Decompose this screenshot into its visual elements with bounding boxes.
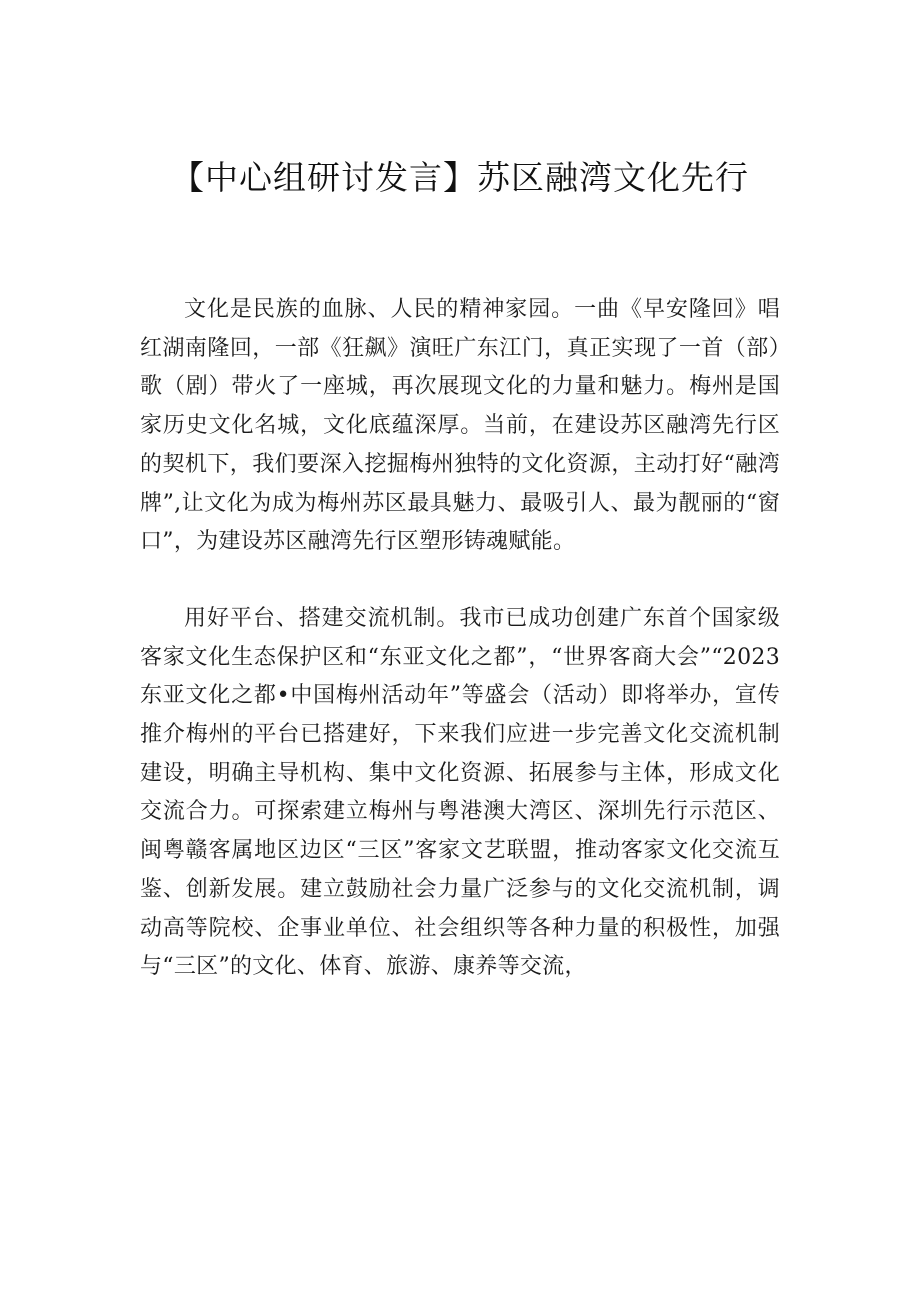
document-body [140, 291, 780, 987]
paragraph-platform: 用好平台、搭建交流机制。我市已成功创建广东首个国家级客家文化生态保护区和“东亚文化之都”，“世界客商大会”“2023东亚文化之都•中国梅州活动年”等盛会（活动）即将举办，宣传推介梅州的平台已搭建好，下来我们应进一步完善文化交流机制建设，明确主导机构、集中文化资源、拓展参与主体，形成文化交流合力。可探索建立梅州与粤港澳大湾区、深圳先行示范区、闽粤赣客属地区边区“三区”客家文艺联盟，推动客家文化交流互鉴、创新发展。建立鼓励社会力量广泛参与的文化交流机制，调动高等院校、企事业单位、社会组织等各种力量的积极性，加强与“三区”的文化、体育、旅游、康养等交流， [140, 605, 780, 980]
paragraph-intro: 文化是民族的血脉、人民的精神家园。一曲《早安隆回》唱红湖南隆回，一部《狂飙》演旺广东江门，真正实现了一首（部）歌（剧）带火了一座城，再次展现文化的力量和魅力。梅州是国家历史文化名城，文化底蕴深厚。当前，在建设苏区融湾先行区的契机下，我们要深入挖掘梅州独特的文化资源，主动打好“融湾牌”,让文化为成为梅州苏区最具魅力、最吸引人、最为靓丽的“窗口”，为建设苏区融湾先行区塑形铸魂赋能。 [140, 297, 780, 555]
document-title: 【中心组研讨发言】苏区融湾文化先行 [171, 158, 749, 197]
